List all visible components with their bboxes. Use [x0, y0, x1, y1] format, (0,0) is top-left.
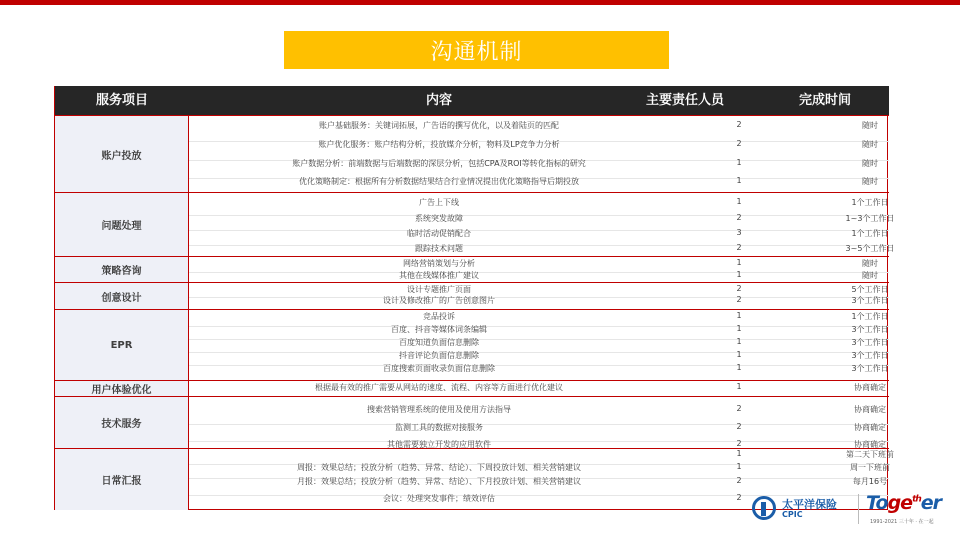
together-logo: Toge$^{th}$er: [866, 492, 942, 514]
row-person-count: 2: [736, 404, 742, 413]
page-title: 沟通机制: [430, 39, 523, 65]
row-content: 设计及修改推广的广告创意图片: [383, 296, 495, 305]
row-content: 抖音评论负面信息删除: [399, 351, 479, 360]
row-completion-time: 3个工作日: [851, 296, 889, 305]
service-group-label: 技术服务: [55, 397, 189, 448]
row-person-count: 3: [736, 228, 742, 237]
row-completion-time: 协商确定: [854, 405, 886, 414]
cpic-brand-cn: 太平洋保险: [782, 498, 837, 511]
row-content: 系统突发故障: [415, 214, 463, 223]
service-group-label: 策略咨询: [55, 257, 189, 282]
row-person-count: 1: [736, 311, 742, 320]
row-content: 广告上下线: [419, 198, 459, 207]
logo-divider: [858, 494, 859, 524]
table-row: [189, 258, 889, 270]
table-row: [189, 197, 889, 209]
table-row: [189, 422, 889, 434]
row-person-count: 1: [736, 449, 742, 458]
row-completion-time: 协商确定: [854, 383, 886, 392]
row-content: 其他需要独立开发的应用软件: [387, 440, 491, 449]
header-service: 服务项目: [95, 93, 148, 108]
header-person: 主要责任人员: [645, 93, 724, 108]
row-person-count: 1: [736, 197, 742, 206]
page-title-banner: [284, 31, 669, 69]
service-group-label: 问题处理: [55, 193, 189, 256]
service-group: [55, 396, 889, 448]
row-content: 周报：效果总结；投放分析（趋势、异常、结论）、下周投放计划、相关营销建议: [297, 463, 581, 472]
row-content: 设计专题推广页面: [407, 285, 471, 294]
row-person-count: 2: [736, 243, 742, 252]
table-row: [189, 176, 889, 188]
table-row: [189, 295, 889, 307]
row-completion-time: 5个工作日: [851, 285, 889, 294]
top-accent-bar: [0, 0, 960, 5]
row-content: 账户基础服务：关键词拓展，广告语的撰写优化，以及着陆页的匹配: [319, 121, 559, 130]
row-content: 账户优化服务：账户结构分析，投放媒介分析，物料及LP竞争力分析: [318, 140, 560, 149]
table-row: [189, 120, 889, 132]
row-person-count: 1: [736, 270, 742, 279]
table-row: [189, 462, 889, 474]
table-row: [189, 404, 889, 416]
row-person-count: 2: [736, 120, 742, 129]
row-completion-time: 每月16号: [852, 477, 888, 486]
table-row: [189, 324, 889, 336]
table-row: [189, 139, 889, 151]
row-completion-time: 1个工作日: [851, 229, 889, 238]
footer-logos: [752, 490, 942, 530]
row-content: 跟踪技术问题: [415, 244, 463, 253]
row-person-count: 2: [736, 295, 742, 304]
table-row: [189, 449, 894, 461]
header-time: 完成时间: [798, 93, 851, 108]
row-completion-time: 3~5个工作日: [845, 244, 895, 253]
service-group: [55, 309, 889, 380]
row-completion-time: 3个工作日: [851, 351, 889, 360]
table-header: [55, 86, 889, 115]
row-content: 百度知道负面信息删除: [399, 338, 479, 347]
row-person-count: 2: [736, 493, 742, 502]
row-completion-time: 3个工作日: [851, 338, 889, 347]
row-person-count: 1: [736, 158, 742, 167]
row-person-count: 2: [736, 422, 742, 431]
row-content: 监测工具的数据对接服务: [395, 423, 483, 432]
row-person-count: 1: [736, 350, 742, 359]
service-group: [55, 380, 889, 396]
table-row: [189, 337, 889, 349]
row-completion-time: 随时: [862, 121, 878, 130]
table-row: [189, 350, 889, 362]
row-person-count: 1: [736, 258, 742, 267]
table-row: [189, 158, 889, 170]
row-completion-time: 随时: [862, 159, 878, 168]
row-person-count: 1: [736, 176, 742, 185]
row-person-count: 2: [736, 139, 742, 148]
row-person-count: 1: [736, 324, 742, 333]
service-group: [55, 115, 889, 192]
table-row: [189, 311, 889, 323]
table-row: [189, 382, 889, 394]
row-person-count: 2: [736, 284, 742, 293]
row-content: 根据最有效的推广需要从网站的速度、流程、内容等方面进行优化建议: [315, 383, 563, 392]
row-content: 百度搜索页面收录负面信息删除: [383, 364, 495, 373]
row-completion-time: 第二天下班前: [846, 450, 894, 459]
row-person-count: 1: [736, 363, 742, 372]
row-content: 优化策略制定：根据所有分析数据结果结合行业情况提出优化策略指导后期投放: [299, 177, 579, 186]
row-content: 其他在线媒体推广建议: [399, 271, 479, 280]
row-completion-time: 随时: [862, 177, 878, 186]
table-row: [189, 243, 895, 255]
row-completion-time: 1个工作日: [851, 312, 889, 321]
service-group: [55, 256, 889, 282]
row-completion-time: 周一下班前: [850, 463, 890, 472]
row-completion-time: 3个工作日: [851, 325, 889, 334]
table-row: [189, 270, 889, 282]
row-completion-time: 随时: [862, 140, 878, 149]
service-group-label: 用户体验优化: [55, 381, 189, 396]
service-group-label: 创意设计: [55, 283, 189, 309]
table-row: [189, 363, 889, 375]
row-content: 百度、抖音等媒体词条编辑: [391, 325, 487, 334]
service-group-label: 日常汇报: [55, 449, 189, 510]
cpic-brand-en: CPIC: [782, 510, 803, 519]
table-row: [189, 476, 889, 488]
row-completion-time: 协商确定: [854, 440, 886, 449]
row-person-count: 1: [736, 337, 742, 346]
row-content: 月报：效果总结；投放分析（趋势、异常、结论）、下月投放计划、相关营销建议: [297, 477, 581, 486]
row-content: 竞品投诉: [423, 312, 455, 321]
row-completion-time: 3个工作日: [851, 364, 889, 373]
together-tagline: 1991-2021 三十年 · 在一起: [870, 519, 934, 525]
row-completion-time: 1~3个工作日: [845, 214, 895, 223]
table-row: [189, 213, 895, 225]
cpic-logo-icon: [752, 496, 776, 520]
row-person-count: 2: [736, 476, 742, 485]
row-person-count: 1: [736, 382, 742, 391]
row-person-count: 1: [736, 462, 742, 471]
row-person-count: 2: [736, 213, 742, 222]
service-group: [55, 192, 895, 256]
row-person-count: 2: [736, 439, 742, 448]
row-completion-time: 随时: [862, 259, 878, 268]
table-row: [189, 228, 889, 240]
row-content: 会议：处理突发事件；绩效评估: [383, 494, 495, 503]
row-content: 网络营销策划与分析: [403, 259, 475, 268]
communication-table: [54, 86, 895, 510]
row-completion-time: 协商确定: [854, 423, 886, 432]
service-group-label: 账户投放: [55, 116, 189, 192]
row-completion-time: 随时: [862, 271, 878, 280]
row-content: 临时活动促销配合: [407, 229, 471, 238]
row-content: 账户数据分析：前端数据与后端数据的深层分析，包括CPA及ROI等转化指标的研究: [292, 159, 586, 168]
header-content: 内容: [425, 93, 452, 108]
row-content: 搜索营销管理系统的使用及使用方法指导: [367, 405, 511, 414]
row-completion-time: 1个工作日: [851, 198, 889, 207]
service-group-label: EPR: [55, 310, 189, 380]
service-group: [55, 282, 889, 309]
